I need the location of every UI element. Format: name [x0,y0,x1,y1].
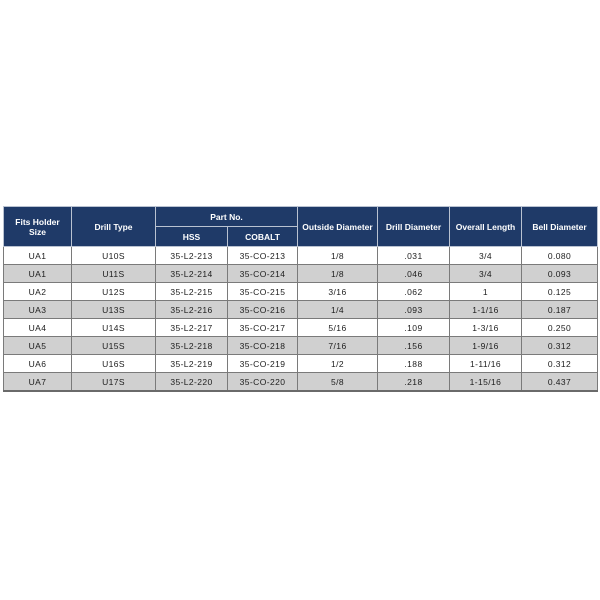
cell-cobalt: 35-CO-219 [228,355,298,373]
cell-holder: UA2 [4,283,72,301]
cell-hss: 35-L2-217 [156,319,228,337]
cell-overall-length: 1-15/16 [450,373,522,392]
cell-drill-type: U15S [72,337,156,355]
cell-outside-diameter: 7/16 [298,337,378,355]
header-hss: HSS [156,227,228,247]
cell-hss: 35-L2-220 [156,373,228,392]
cell-drill-diameter: .188 [378,355,450,373]
table-row [4,319,598,337]
cell-drill-diameter: .046 [378,265,450,283]
table-body [4,247,598,392]
cell-overall-length: 1-9/16 [450,337,522,355]
cell-cobalt: 35-CO-220 [228,373,298,392]
cell-drill-type: U13S [72,301,156,319]
cell-drill-type: U10S [72,247,156,265]
cell-outside-diameter: 5/16 [298,319,378,337]
cell-cobalt: 35-CO-213 [228,247,298,265]
header-outside-diameter: Outside Diameter [298,207,378,247]
table-row [4,355,598,373]
cell-cobalt: 35-CO-216 [228,301,298,319]
cell-holder: UA3 [4,301,72,319]
cell-hss: 35-L2-213 [156,247,228,265]
cell-hss: 35-L2-216 [156,301,228,319]
cell-drill-diameter: .156 [378,337,450,355]
table-row [4,247,598,265]
cell-drill-diameter: .218 [378,373,450,392]
table-row [4,301,598,319]
cell-cobalt: 35-CO-214 [228,265,298,283]
table-row [4,337,598,355]
cell-bell-diameter: 0.437 [522,373,598,392]
cell-drill-type: U14S [72,319,156,337]
drill-spec-table-container [3,206,597,392]
table-row [4,283,598,301]
header-fits-holder-size: Fits Holder Size [4,207,72,247]
cell-holder: UA1 [4,247,72,265]
cell-drill-type: U12S [72,283,156,301]
cell-bell-diameter: 0.093 [522,265,598,283]
cell-outside-diameter: 1/4 [298,301,378,319]
cell-drill-type: U16S [72,355,156,373]
cell-outside-diameter: 1/8 [298,247,378,265]
cell-holder: UA4 [4,319,72,337]
cell-overall-length: 1 [450,283,522,301]
cell-drill-diameter: .031 [378,247,450,265]
cell-overall-length: 1-3/16 [450,319,522,337]
cell-bell-diameter: 0.125 [522,283,598,301]
cell-cobalt: 35-CO-215 [228,283,298,301]
cell-overall-length: 3/4 [450,265,522,283]
cell-outside-diameter: 1/2 [298,355,378,373]
drill-spec-table [3,206,598,392]
cell-outside-diameter: 1/8 [298,265,378,283]
cell-hss: 35-L2-218 [156,337,228,355]
cell-overall-length: 1-11/16 [450,355,522,373]
cell-drill-diameter: .109 [378,319,450,337]
cell-holder: UA6 [4,355,72,373]
cell-holder: UA1 [4,265,72,283]
cell-drill-diameter: .062 [378,283,450,301]
cell-drill-type: U17S [72,373,156,392]
cell-hss: 35-L2-219 [156,355,228,373]
cell-bell-diameter: 0.250 [522,319,598,337]
cell-overall-length: 1-1/16 [450,301,522,319]
cell-cobalt: 35-CO-218 [228,337,298,355]
cell-bell-diameter: 0.312 [522,337,598,355]
header-drill-diameter: Drill Diameter [378,207,450,247]
cell-outside-diameter: 3/16 [298,283,378,301]
header-part-no: Part No. [156,207,298,227]
cell-hss: 35-L2-214 [156,265,228,283]
table-header [4,207,598,247]
cell-outside-diameter: 5/8 [298,373,378,392]
header-cobalt: COBALT [228,227,298,247]
cell-overall-length: 3/4 [450,247,522,265]
cell-bell-diameter: 0.080 [522,247,598,265]
cell-drill-type: U11S [72,265,156,283]
cell-holder: UA5 [4,337,72,355]
cell-hss: 35-L2-215 [156,283,228,301]
table-row [4,265,598,283]
cell-bell-diameter: 0.312 [522,355,598,373]
cell-cobalt: 35-CO-217 [228,319,298,337]
cell-holder: UA7 [4,373,72,392]
table-row [4,373,598,392]
cell-bell-diameter: 0.187 [522,301,598,319]
header-drill-type: Drill Type [72,207,156,247]
cell-drill-diameter: .093 [378,301,450,319]
header-overall-length: Overall Length [450,207,522,247]
header-bell-diameter: Bell Diameter [522,207,598,247]
